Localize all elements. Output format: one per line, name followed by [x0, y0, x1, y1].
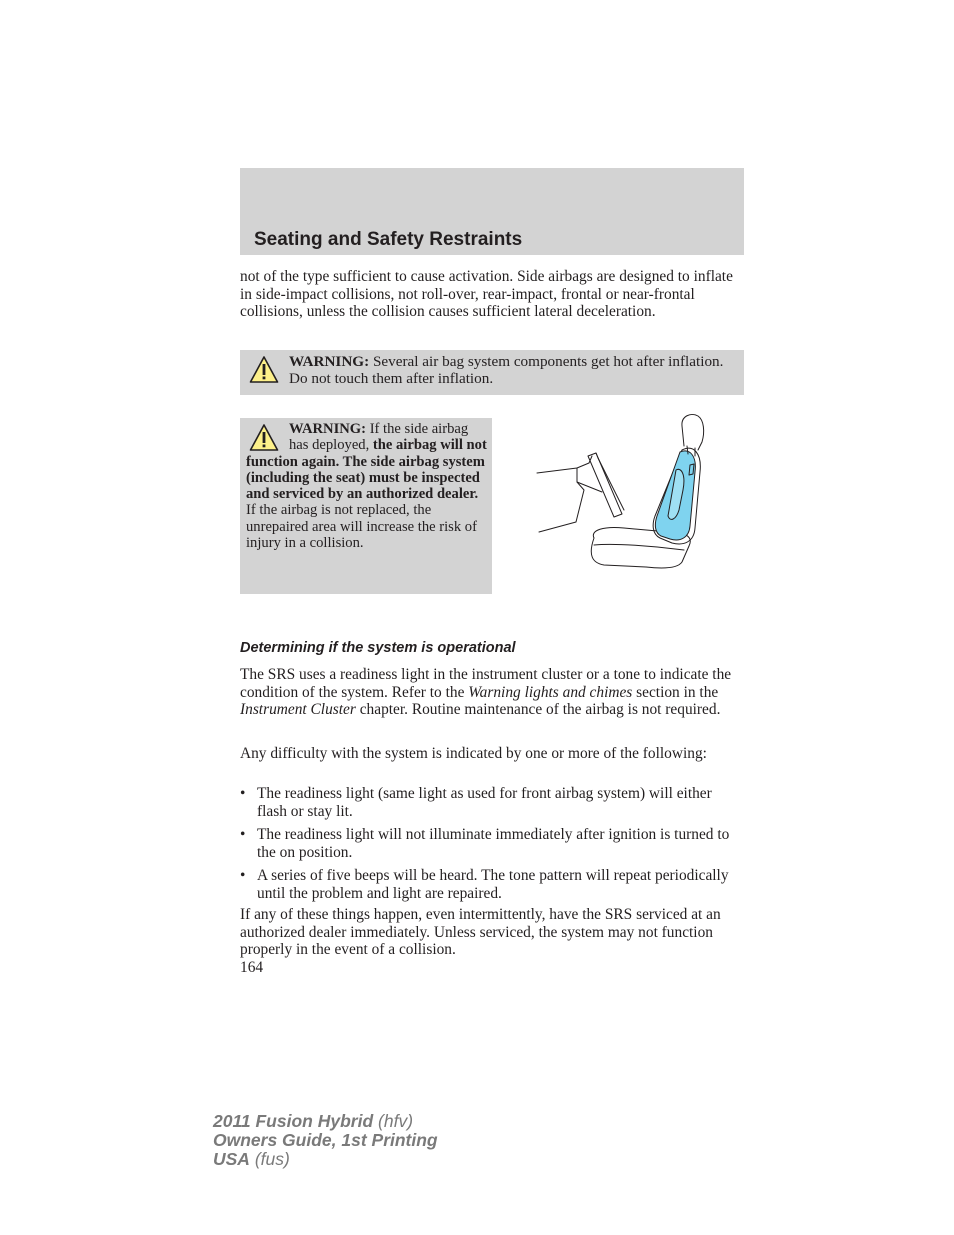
warning-triangle-icon [249, 355, 279, 385]
reference-warning-lights: Warning lights and chimes [468, 683, 633, 701]
footer-market-code: (fus) [254, 1149, 290, 1169]
warning-label: WARNING: [289, 353, 370, 370]
seat-side-airbag-illustration [534, 410, 714, 575]
footer-model: 2011 Fusion Hybrid [213, 1111, 374, 1131]
warning-body: Several air bag system components get hot after inflation. Do not touch them after inflation. [289, 353, 724, 387]
warning-text [246, 421, 490, 551]
section-subheading: Determining if the system is operational [240, 640, 516, 656]
footer-market: USA [213, 1149, 250, 1169]
text-span: chapter. Routine maintenance of the airbag is not required. [359, 701, 721, 719]
list-item [240, 867, 744, 902]
section-header-band [240, 168, 744, 255]
list-item-text: The readiness light (same light as used for front airbag system) will either flash or stay lit. [257, 785, 712, 820]
warning-box-hot-components [240, 350, 744, 395]
service-paragraph: If any of these things happen, even intermittently, have the SRS serviced at an authorized dealer immediately. Unless serviced, the system may not function properly in the event of a collision. [240, 906, 721, 959]
warning-body-bold: the airbag will not function again. The side airbag system (including the seat) must be inspected and serviced by an authorized dealer. [246, 437, 487, 503]
list-item-text: A series of five beeps will be heard. The tone pattern will repeat periodically until the problem and light are repaired. [257, 867, 729, 902]
footer-line-guide [213, 1131, 438, 1150]
symptom-list [240, 785, 744, 909]
document-footer [213, 1112, 438, 1169]
reference-instrument-cluster: Instrument Cluster [240, 701, 356, 719]
footer-line-model [213, 1112, 438, 1131]
section-title: Seating and Safety Restraints [254, 229, 523, 250]
difficulty-paragraph: Any difficulty with the system is indicated by one or more of the following: [240, 745, 707, 762]
intro-paragraph: not of the type sufficient to cause activation. Side airbags are designed to inflate in side-impact collisions, not roll-over, rear-impact, frontal or near-frontal collisions, unless the collision causes sufficient lateral deceleration. [240, 268, 733, 321]
footer-model-code: (hfv) [378, 1111, 414, 1131]
text-span: The SRS uses a readiness light in the instrument cluster or a tone to indicate the condition of the system. Refer to the [240, 666, 732, 701]
bullet-icon: • [240, 826, 246, 844]
list-item-text: The readiness light will not illuminate immediately after ignition is turned to the on position. [257, 826, 730, 861]
warning-body-before: If the side airbag has deployed, [289, 421, 469, 454]
warning-label: WARNING: [289, 421, 367, 437]
footer-line-market [213, 1150, 438, 1169]
footer-guide: Owners Guide, 1st Printing [213, 1130, 438, 1150]
page-number: 164 [240, 959, 264, 976]
warning-text [289, 353, 735, 387]
list-item [240, 826, 744, 861]
bullet-icon: • [240, 867, 246, 885]
bullet-icon: • [240, 785, 246, 802]
readiness-paragraph [240, 666, 744, 719]
warning-box-side-airbag [240, 418, 492, 594]
warning-body-after: If the airbag is not replaced, the unrepaired area will increase the risk of injury in a collision. [246, 502, 477, 552]
text-span: section in the [636, 683, 719, 701]
list-item [240, 785, 744, 820]
